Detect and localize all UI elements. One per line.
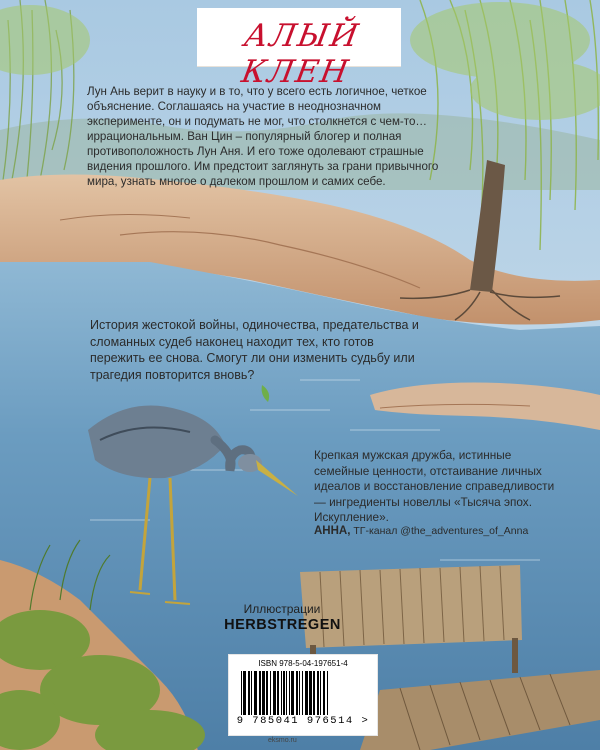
review-author bbox=[314, 524, 574, 539]
illustrations-label: Иллюстрации bbox=[243, 602, 321, 616]
synopsis-paragraph-2: История жестокой войны, одиночества, предательства и сломанных судеб наконец находит тех, кто готов пережить ее снова. Смогут ли они изменить судьбу или трагедия повторится вновь? bbox=[90, 318, 419, 382]
illustrator-name: HERBSTREGEN bbox=[224, 617, 341, 633]
ean-number: 9 785041 976514 > bbox=[236, 715, 370, 727]
review-author-source: ТГ-канал @the_adventures_of_Anna bbox=[353, 525, 529, 537]
isbn-text: ISBN 978-5-04-197651-4 bbox=[258, 659, 348, 668]
publisher-logo: АЛЫЙ КЛЕН bbox=[238, 18, 363, 90]
publisher-logo-box bbox=[197, 8, 401, 90]
barcode-panel bbox=[228, 654, 378, 736]
synopsis-paragraph-1: Лун Ань верит в науку и в то, что у всего есть логичное, четкое объяснение. Соглашаясь на участие в неоднозначном эксперименте, он и подумать не мог, что столкнется с чем-то… иррациональным. Ван Цин – популярный блогер и полная противоположность Лун Аня. И его тоже одолевают страшные видения прошлого. Им предстоит заглянуть за грани привычного мира, узнать многое о далеком прошлом и самих себе. bbox=[87, 85, 439, 188]
review-author-name: АННА, bbox=[314, 525, 351, 537]
review-quote: Крепкая мужская дружба, истинные семейные ценности, отстаивание личных идеалов и восстановление справедливости — ингредиенты новеллы «Тысяча эпох. Искупление». bbox=[314, 448, 555, 524]
publisher-website: eksmo.ru bbox=[268, 737, 297, 744]
barcode-bars bbox=[241, 671, 365, 715]
